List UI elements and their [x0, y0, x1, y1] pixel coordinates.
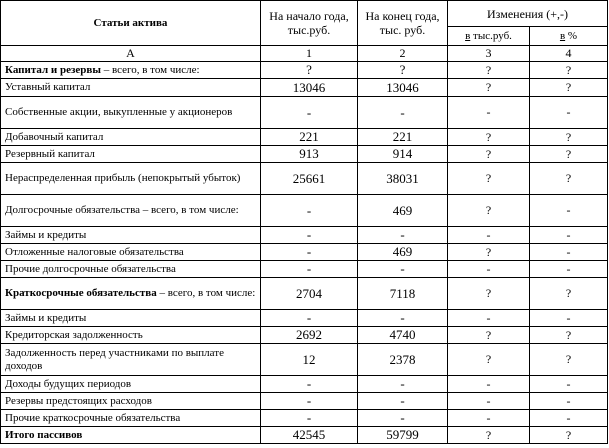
change-pct: ? [530, 427, 608, 444]
row-label: Займы и кредиты [1, 227, 261, 244]
change-pct: - [530, 410, 608, 427]
value-start: 25661 [261, 163, 358, 195]
table-row [1, 278, 608, 310]
header-start-of-year: На начало года, тыс.руб. [261, 1, 358, 46]
row-label: Прочие долгосрочные обязательства [1, 261, 261, 278]
header-change-pct: в % [530, 27, 608, 46]
change-abs: - [448, 410, 530, 427]
change-abs: ? [448, 79, 530, 97]
table-row [1, 410, 608, 427]
header-change-abs: в тыс.руб. [448, 27, 530, 46]
value-end: 38031 [358, 163, 448, 195]
row-label: Долгосрочные обязательства – всего, в том числе: [1, 195, 261, 227]
value-end: 7118 [358, 278, 448, 310]
change-pct: ? [530, 163, 608, 195]
change-pct: - [530, 195, 608, 227]
value-start: - [261, 376, 358, 393]
row-label: Капитал и резервы – всего, в том числе: [1, 62, 261, 79]
value-end: 4740 [358, 327, 448, 344]
change-abs: - [448, 97, 530, 129]
col-number: 4 [530, 46, 608, 62]
value-start: - [261, 393, 358, 410]
table-row [1, 62, 608, 79]
value-start: 221 [261, 129, 358, 146]
change-pct: ? [530, 79, 608, 97]
value-end: - [358, 410, 448, 427]
row-label: Итого пассивов [1, 427, 261, 444]
value-start: - [261, 244, 358, 261]
table-row [1, 146, 608, 163]
value-end: 469 [358, 244, 448, 261]
value-start: - [261, 97, 358, 129]
value-end: 221 [358, 129, 448, 146]
change-pct: - [530, 261, 608, 278]
col-number: 3 [448, 46, 530, 62]
header-changes: Изменения (+,-) [448, 1, 608, 27]
change-pct: ? [530, 327, 608, 344]
row-label: Займы и кредиты [1, 310, 261, 327]
column-numbers-row [1, 46, 608, 62]
row-label: Прочие краткосрочные обязательства [1, 410, 261, 427]
col-number: 2 [358, 46, 448, 62]
row-label: Собственные акции, выкупленные у акционеров [1, 97, 261, 129]
value-start: 2704 [261, 278, 358, 310]
value-start: 13046 [261, 79, 358, 97]
change-abs: ? [448, 427, 530, 444]
table-row [1, 344, 608, 376]
change-abs: ? [448, 62, 530, 79]
col-number: 1 [261, 46, 358, 62]
change-abs: - [448, 310, 530, 327]
value-end: - [358, 261, 448, 278]
row-label: Задолженность перед участниками по выплате доходов [1, 344, 261, 376]
value-start: - [261, 310, 358, 327]
change-pct: - [530, 244, 608, 261]
value-start: 913 [261, 146, 358, 163]
change-pct: ? [530, 129, 608, 146]
header-item-name: Статьи актива [1, 1, 261, 46]
row-label: Добавочный капитал [1, 129, 261, 146]
table-row [1, 244, 608, 261]
table-row [1, 163, 608, 195]
row-label: Нераспределенная прибыль (непокрытый убыток) [1, 163, 261, 195]
table-row [1, 393, 608, 410]
table-row [1, 427, 608, 444]
table-row [1, 327, 608, 344]
value-start: ? [261, 62, 358, 79]
value-end: 2378 [358, 344, 448, 376]
value-start: - [261, 195, 358, 227]
value-start: 42545 [261, 427, 358, 444]
row-label: Резервный капитал [1, 146, 261, 163]
change-pct: - [530, 97, 608, 129]
value-end: 59799 [358, 427, 448, 444]
value-start: - [261, 410, 358, 427]
change-pct: ? [530, 278, 608, 310]
change-abs: ? [448, 344, 530, 376]
change-abs: ? [448, 146, 530, 163]
row-label: Краткосрочные обязательства – всего, в том числе: [1, 278, 261, 310]
value-end: - [358, 310, 448, 327]
value-end: - [358, 376, 448, 393]
table-row [1, 129, 608, 146]
change-abs: ? [448, 195, 530, 227]
row-label: Отложенные налоговые обязательства [1, 244, 261, 261]
table-row [1, 79, 608, 97]
change-abs: ? [448, 278, 530, 310]
row-label: Доходы будущих периодов [1, 376, 261, 393]
row-label: Уставный капитал [1, 79, 261, 97]
value-end: - [358, 227, 448, 244]
change-abs: ? [448, 163, 530, 195]
change-pct: - [530, 227, 608, 244]
change-abs: ? [448, 244, 530, 261]
change-abs: - [448, 261, 530, 278]
change-pct: ? [530, 146, 608, 163]
row-label: Резервы предстоящих расходов [1, 393, 261, 410]
change-pct: - [530, 393, 608, 410]
value-end: 469 [358, 195, 448, 227]
change-abs: - [448, 227, 530, 244]
value-start: - [261, 261, 358, 278]
change-pct: ? [530, 344, 608, 376]
value-start: - [261, 227, 358, 244]
value-start: 2692 [261, 327, 358, 344]
value-end: - [358, 97, 448, 129]
change-abs: ? [448, 129, 530, 146]
value-start: 12 [261, 344, 358, 376]
table-row [1, 261, 608, 278]
value-end: - [358, 393, 448, 410]
change-pct: - [530, 310, 608, 327]
change-abs: - [448, 393, 530, 410]
col-number: А [1, 46, 261, 62]
value-end: ? [358, 62, 448, 79]
table-row [1, 195, 608, 227]
table-row [1, 310, 608, 327]
table-row [1, 227, 608, 244]
change-pct: - [530, 376, 608, 393]
change-pct: ? [530, 62, 608, 79]
table-row [1, 97, 608, 129]
change-abs: - [448, 376, 530, 393]
change-abs: ? [448, 327, 530, 344]
row-label: Кредиторская задолженность [1, 327, 261, 344]
value-end: 914 [358, 146, 448, 163]
value-end: 13046 [358, 79, 448, 97]
header-end-of-year: На конец года, тыс. руб. [358, 1, 448, 46]
table-row [1, 376, 608, 393]
